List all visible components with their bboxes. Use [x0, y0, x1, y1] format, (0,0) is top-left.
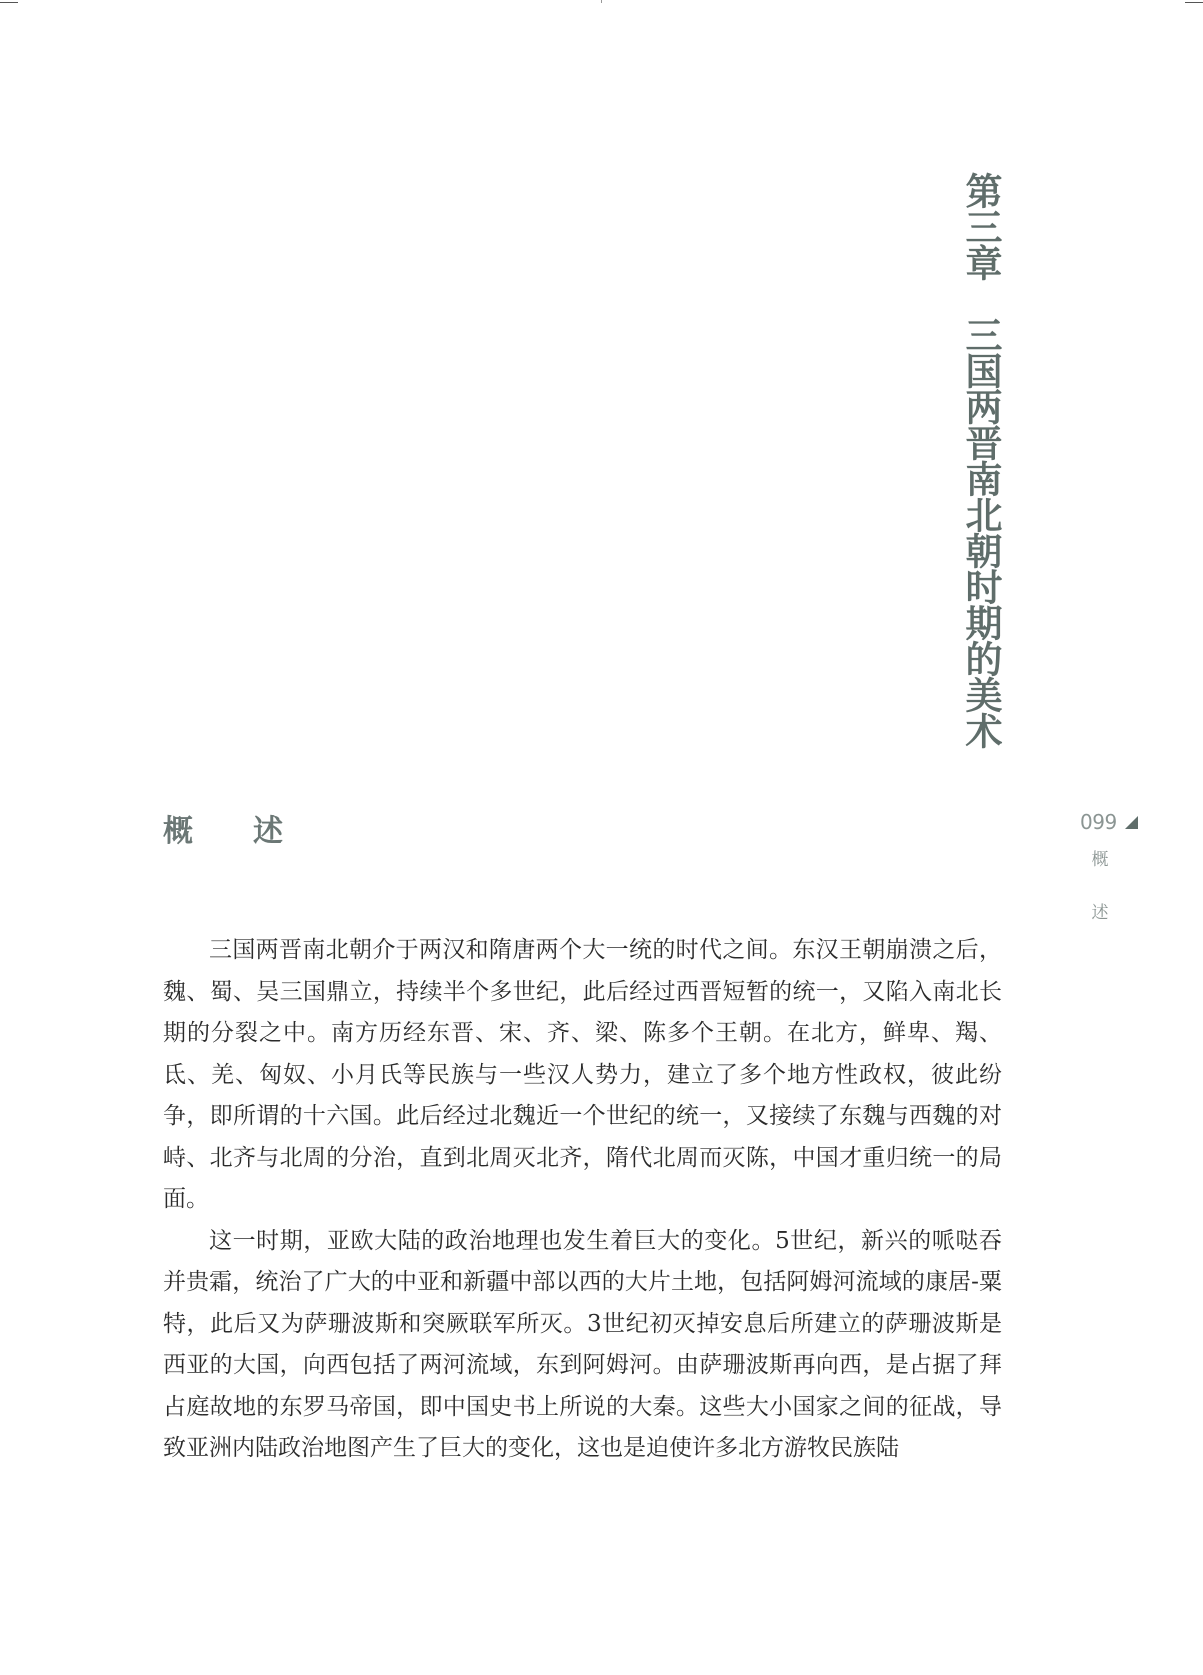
chapter-title: [958, 172, 1002, 748]
crop-mark-center: [601, 0, 602, 3]
running-head-char-2: 述: [1091, 903, 1109, 923]
running-head: [1089, 850, 1111, 956]
page-number: 099: [1080, 810, 1117, 834]
paragraph-2: 这一时期，亚欧大陆的政治地理也发生着巨大的变化。5世纪，新兴的哌哒吞并贵霜，统治了广大的中亚和新疆中部以西的大片土地，包括阿姆河流域的康居-粟特，此后又为萨珊波斯和突厥联军所灭。3世纪初灭掉安息后所建立的萨珊波斯是西亚的大国，向西包括了两河流域，东到阿姆河。由萨珊波斯再向西，是占据了拜占庭故地的东罗马帝国，即中国史书上所说的大秦。这些大小国家之间的征战，导致亚洲内陆政治地图产生了巨大的变化，这也是迫使许多北方游牧民族陆: [163, 1227, 1002, 1461]
chapter-number: 第三章: [959, 172, 1002, 280]
body-text: [163, 930, 1002, 1470]
paragraph-1: 三国两晋南北朝介于两汉和隋唐两个大一统的时代之间。东汉王朝崩溃之后，魏、蜀、吴三国鼎立，持续半个多世纪，此后经过西晋短暂的统一，又陷入南北长期的分裂之中。南方历经东晋、宋、齐、梁、陈多个王朝。在北方，鲜卑、羯、氐、羌、匈奴、小月氏等民族与一些汉人势力，建立了多个地方性政权，彼此纷争，即所谓的十六国。此后经过北魏近一个世纪的统一，又接续了东魏与西魏的对峙、北齐与北周的分治，直到北周灭北齐，隋代北周而灭陈，中国才重归统一的局面。: [163, 937, 1002, 1212]
running-head-char-1: 概: [1091, 850, 1109, 870]
crop-mark-left: [0, 2, 18, 3]
chapter-title-text: 三国两晋南北朝时期的美术: [959, 316, 1002, 748]
section-heading: 概述: [163, 814, 343, 849]
crop-mark-right: [1185, 2, 1203, 3]
page-number-row: [1080, 810, 1138, 834]
page-arrow-icon: [1125, 816, 1138, 829]
